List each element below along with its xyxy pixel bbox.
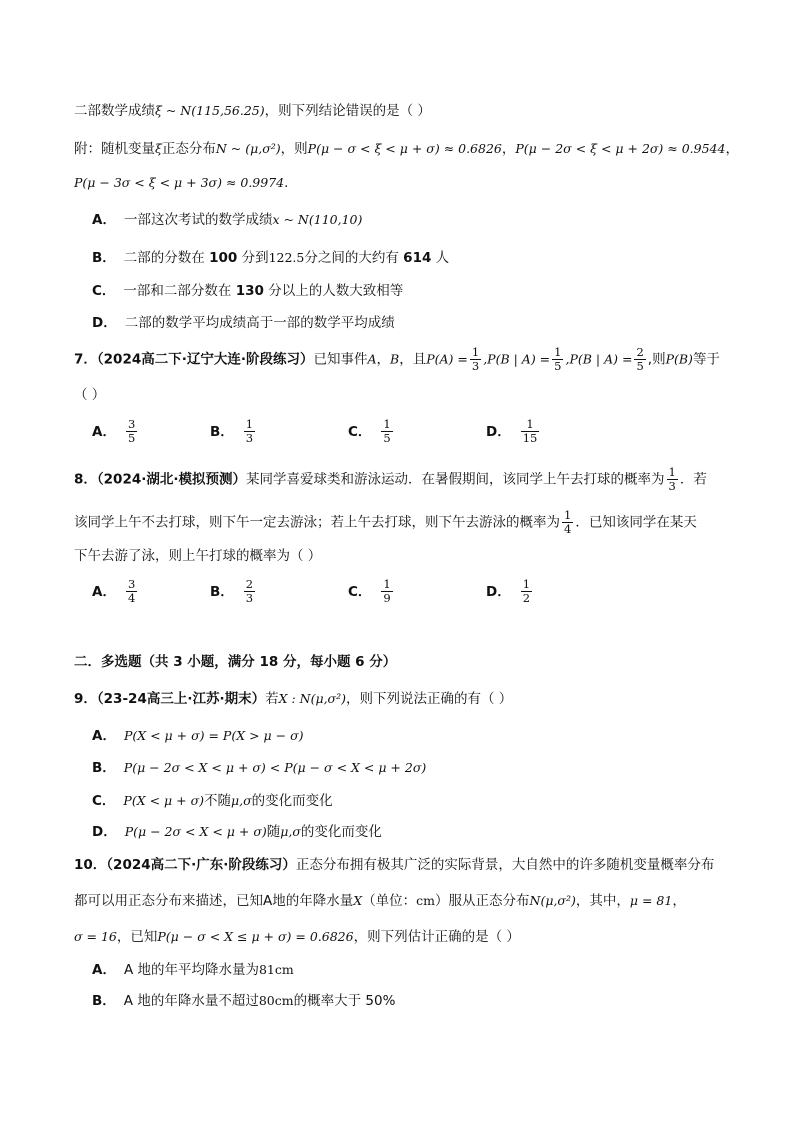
fraction: $\frac{1}{4}$ bbox=[564, 508, 572, 536]
fraction: $\frac{1}{5}$ bbox=[554, 345, 562, 373]
q10-stem-line2: 都可以用正态分布来描述，已知A地的年降水量X（单位：cm）服从正态分布N(μ,σ²)，其中，μ = 81， bbox=[74, 893, 686, 909]
q8-stem-line1: 8．（2024·湖北·模拟预测）某同学喜爱球类和游泳运动．在暑假期间，该同学上午去打球的概率为 $\frac{1}{3}$ ．若 bbox=[74, 465, 707, 493]
section-title: 二．多选题（共 3 小题，满分 18 分，每小题 6 分） bbox=[74, 654, 397, 670]
q10-stem-line3: σ = 16，已知P(μ − σ < X ≤ μ + σ) = 0.6826，则下列估计正确的是（ ） bbox=[74, 929, 520, 945]
q6-option-c[interactable]: C． 一部和二部分数在 130 分以上的人数大致相等 bbox=[92, 283, 404, 299]
q7-option-c[interactable]: C． $\frac{1}{5}$ bbox=[348, 417, 391, 445]
q7-option-d[interactable]: D． $\frac{1}{15}$ bbox=[486, 417, 538, 445]
fraction: $\frac{1}{2}$ bbox=[522, 577, 531, 605]
q8-stem-line2: 该同学上午不去打球，则下午一定去游泳；若上午去打球，则下午去游泳的概率为 $\frac{1}{4}$ ．已知该同学在某天 bbox=[74, 508, 697, 536]
q7-option-a[interactable]: A． $\frac{3}{5}$ bbox=[92, 417, 136, 445]
fraction: $\frac{1}{5}$ bbox=[383, 417, 391, 445]
fraction: $\frac{3}{5}$ bbox=[127, 417, 136, 445]
fraction: $\frac{1}{3}$ bbox=[245, 417, 254, 445]
q8-option-c[interactable]: C． $\frac{1}{9}$ bbox=[348, 577, 391, 605]
q10-option-a[interactable]: A． A 地的年平均降水量为81cm bbox=[92, 962, 294, 978]
q8-option-a[interactable]: A． $\frac{3}{4}$ bbox=[92, 577, 136, 605]
q9-stem: 9．（23-24高三上·江苏·期末）若X : N(μ,σ²)，则下列说法正确的有（ ） bbox=[74, 691, 513, 707]
fraction: $\frac{1}{3}$ bbox=[668, 465, 676, 493]
q9-option-b[interactable]: B． P(μ − 2σ < X < μ + σ) < P(μ − σ < X < μ + 2σ) bbox=[92, 760, 427, 776]
fraction: $\frac{2}{5}$ bbox=[636, 345, 644, 373]
fraction: $\frac{1}{3}$ bbox=[471, 345, 480, 373]
q6-option-b[interactable]: B． 二部的分数在 100 分到122.5分之间的大约有 614 人 bbox=[92, 250, 450, 266]
q8-option-b[interactable]: B． $\frac{2}{3}$ bbox=[210, 577, 254, 605]
q6-note: 附：随机变量ξ正态分布N ~ (μ,σ²)，则P(μ − σ < ξ < μ + σ) ≈ 0.6826，P(μ − 2σ < ξ < μ + 2σ) ≈ 0.9544， bbox=[74, 141, 739, 157]
fraction: $\frac{1}{15}$ bbox=[522, 417, 538, 445]
q8-option-d[interactable]: D． $\frac{1}{2}$ bbox=[486, 577, 531, 605]
q9-option-d[interactable]: D． P(μ − 2σ < X < μ + σ)随μ,σ的变化而变化 bbox=[92, 824, 382, 840]
q6-note-cont: P(μ − 3σ < ξ < μ + 3σ) ≈ 0.9974. bbox=[74, 175, 289, 191]
fraction: $\frac{1}{9}$ bbox=[383, 577, 391, 605]
q7-paren: （ ） bbox=[74, 387, 106, 403]
q6-stem: 二部数学成绩ξ ~ N(115,56.25)，则下列结论错误的是（ ） bbox=[74, 103, 431, 119]
q6-option-a[interactable]: A． 一部这次考试的数学成绩x ~ N(110,10) bbox=[92, 212, 363, 228]
q10-option-b[interactable]: B． A 地的年降水量不超过80cm的概率大于 50% bbox=[92, 993, 396, 1009]
q9-option-a[interactable]: A． P(X < μ + σ) = P(X > μ − σ) bbox=[92, 728, 304, 744]
q6-option-d[interactable]: D． 二部的数学平均成绩高于一部的数学平均成绩 bbox=[92, 315, 395, 331]
q7-stem: 7．（2024高二下·辽宁大连·阶段练习）已知事件A，B，且P(A) = $\frac{1}{3}$ ,P(B | A) = $\frac{1}{5}$ ,P(B | A) = $\frac{2}{5}$ ,则P(B)等于 bbox=[74, 345, 720, 373]
q7-option-b[interactable]: B． $\frac{1}{3}$ bbox=[210, 417, 254, 445]
q9-option-c[interactable]: C． P(X < μ + σ)不随μ,σ的变化而变化 bbox=[92, 793, 333, 809]
fraction: $\frac{2}{3}$ bbox=[245, 577, 254, 605]
q8-stem-line3: 下午去游了泳，则上午打球的概率为（ ） bbox=[74, 548, 322, 564]
q10-stem-line1: 10．（2024高二下·广东·阶段练习）正态分布拥有极其广泛的实际背景，大自然中的许多随机变量概率分布 bbox=[74, 857, 715, 873]
fraction: $\frac{3}{4}$ bbox=[127, 577, 136, 605]
